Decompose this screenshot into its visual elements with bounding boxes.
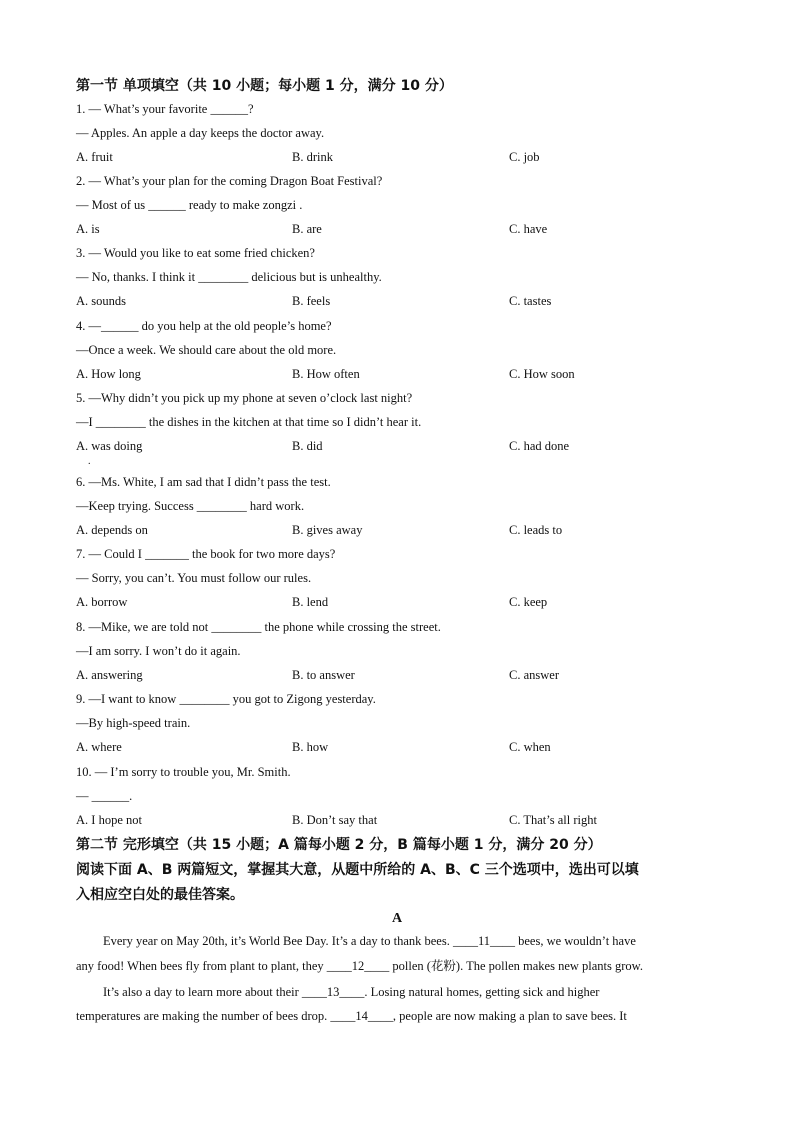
section2-instruction-line1: 阅读下面 A、B 两篇短文，掌握其大意，从题中所给的 A、B、C 三个选项中，选出可以填	[76, 862, 639, 878]
question-response: — ______.	[76, 789, 133, 803]
answer-option[interactable]: A. fruit	[76, 150, 113, 164]
answer-option[interactable]: C. had done	[509, 439, 570, 453]
answer-option[interactable]: B. lend	[292, 595, 329, 609]
question-stem: 5. —Why didn’t you pick up my phone at seven o’clock last night?	[76, 391, 413, 405]
question-response: —I ________ the dishes in the kitchen at that time so I didn’t hear it.	[76, 415, 422, 429]
passage-line: It’s also a day to learn more about their ____13____. Losing natural homes, getting sick and higher	[103, 985, 600, 999]
answer-option[interactable]: A. borrow	[76, 595, 128, 609]
question-response: — Apples. An apple a day keeps the doctor away.	[76, 126, 325, 140]
answer-option[interactable]: C. when	[509, 740, 551, 754]
answer-option[interactable]: A. answering	[76, 668, 143, 682]
question-stem: 8. —Mike, we are told not ________ the phone while crossing the street.	[76, 620, 441, 634]
question-response: — No, thanks. I think it ________ delicious but is unhealthy.	[76, 270, 382, 284]
answer-option[interactable]: A. I hope not	[76, 813, 142, 827]
question-stem: 10. — I’m sorry to trouble you, Mr. Smith.	[76, 765, 291, 779]
answer-option[interactable]: A. sounds	[76, 294, 127, 308]
answer-option[interactable]: B. are	[292, 222, 322, 236]
answer-option[interactable]: B. How often	[292, 367, 360, 381]
question-response: — Most of us ______ ready to make zongzi .	[76, 198, 303, 212]
answer-option[interactable]: B. gives away	[292, 523, 363, 537]
answer-option[interactable]: B. drink	[292, 150, 333, 164]
question-response: —Keep trying. Success ________ hard work.	[76, 499, 305, 513]
question-response: — Sorry, you can’t. You must follow our rules.	[76, 571, 312, 585]
passage-line: temperatures are making the number of bees drop. ____14____, people are now making a plan to save bees. It	[76, 1009, 627, 1023]
question-stem: 1. — What’s your favorite ______?	[76, 102, 254, 116]
answer-option[interactable]: C. answer	[509, 668, 559, 682]
question-stem: 4. —______ do you help at the old people’s home?	[76, 319, 332, 333]
question-stem: 2. — What’s your plan for the coming Dragon Boat Festival?	[76, 174, 383, 188]
answer-option[interactable]: B. how	[292, 740, 329, 754]
answer-option[interactable]: C. have	[509, 222, 548, 236]
answer-option[interactable]: C. tastes	[509, 294, 552, 308]
answer-option[interactable]: C. keep	[509, 595, 548, 609]
answer-option[interactable]: A. is	[76, 222, 100, 236]
section2-instruction-line2: 入相应空白处的最佳答案。	[76, 887, 244, 903]
question-stem: 7. — Could I _______ the book for two more days?	[76, 547, 336, 561]
answer-option[interactable]: C. That’s all right	[509, 813, 597, 827]
passage-title: A	[391, 911, 403, 926]
stray-dot: .	[88, 456, 91, 467]
question-stem: 3. — Would you like to eat some fried chicken?	[76, 246, 315, 260]
answer-option[interactable]: A. How long	[76, 367, 141, 381]
question-stem: 6. —Ms. White, I am sad that I didn’t pass the test.	[76, 475, 331, 489]
question-response: —I am sorry. I won’t do it again.	[76, 644, 241, 658]
answer-option[interactable]: C. leads to	[509, 523, 563, 537]
answer-option[interactable]: C. job	[509, 150, 540, 164]
answer-option[interactable]: A. depends on	[76, 523, 148, 537]
question-response: —Once a week. We should care about the old more.	[76, 343, 337, 357]
answer-option[interactable]: B. did	[292, 439, 323, 453]
answer-option[interactable]: C. How soon	[509, 367, 575, 381]
section2-heading: 第二节 完形填空（共 15 小题；A 篇每小题 2 分，B 篇每小题 1 分，满分 20 分）	[76, 837, 602, 853]
passage-line: any food! When bees fly from plant to plant, they ____12____ pollen (花粉). The pollen makes new plants grow.	[76, 959, 644, 973]
question-response: —By high-speed train.	[76, 716, 191, 730]
answer-option[interactable]: A. was doing	[76, 439, 143, 453]
answer-option[interactable]: B. Don’t say that	[292, 813, 378, 827]
passage-line: Every year on May 20th, it’s World Bee Day. It’s a day to thank bees. ____11____ bees, we wouldn’t have	[103, 934, 636, 948]
answer-option[interactable]: A. where	[76, 740, 122, 754]
section1-heading: 第一节 单项填空（共 10 小题；每小题 1 分，满分 10 分）	[76, 78, 453, 94]
answer-option[interactable]: B. to answer	[292, 668, 355, 682]
question-stem: 9. —I want to know ________ you got to Zigong yesterday.	[76, 692, 376, 706]
answer-option[interactable]: B. feels	[292, 294, 331, 308]
